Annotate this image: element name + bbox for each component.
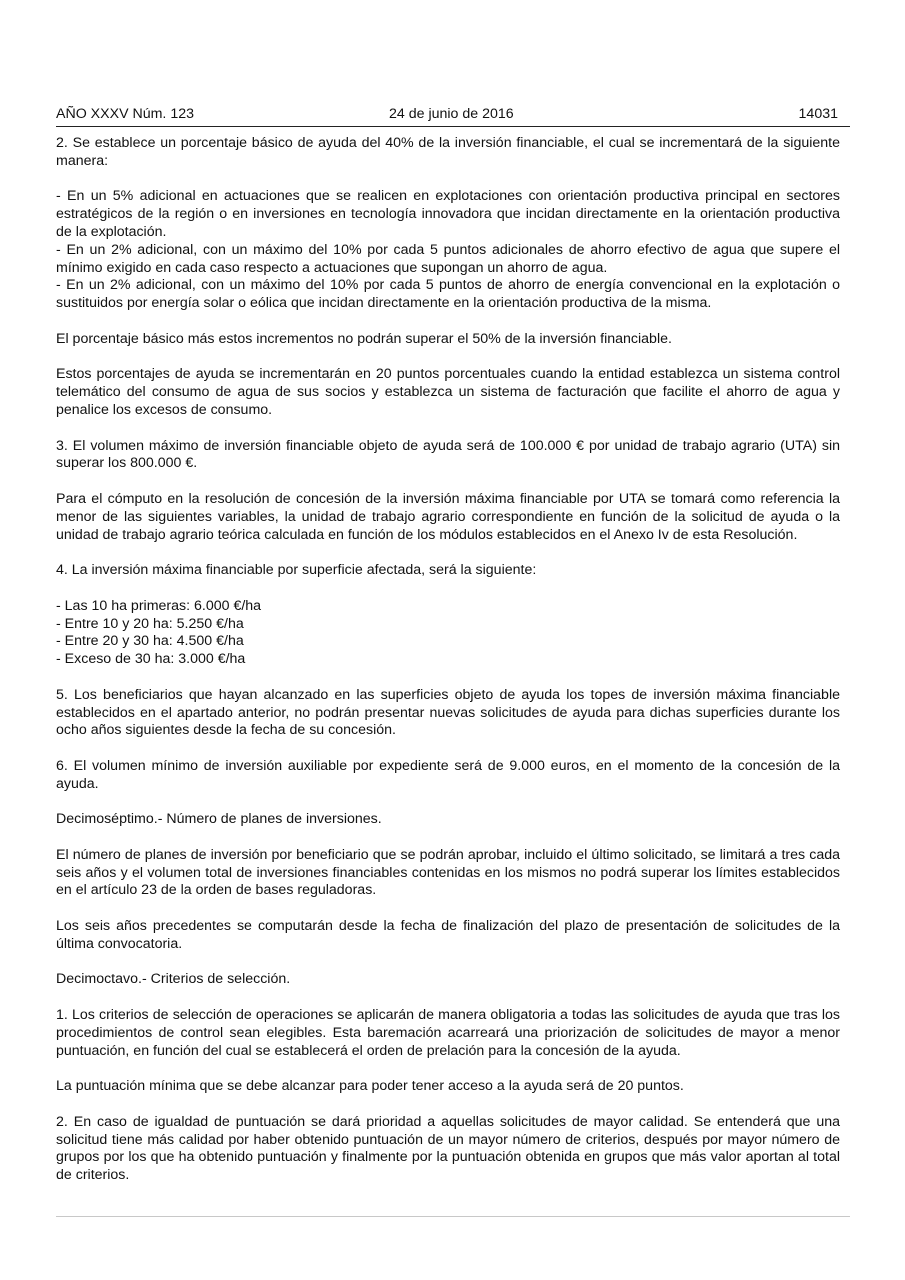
list-item-surface-10-20: - Entre 10 y 20 ha: 5.250 €/ha — [56, 615, 244, 632]
paragraph-beneficiary-limits: 5. Los beneficiarios que hayan alcanzado en las superficies objeto de ayuda los topes de inversión máxima financiable establecidos en el apartado anterior, no podrán presentar nuevas solicitudes de ayuda para dichas superficies durante los ocho años siguientes desde la fecha de su concesión. — [56, 686, 840, 739]
section-heading-investment-plans: Decimoséptimo.- Número de planes de inversiones. — [56, 811, 382, 828]
section-heading-selection-criteria: Decimoctavo.- Criterios de selección. — [56, 971, 291, 988]
paragraph-uta-computation: Para el cómputo en la resolución de concesión de la inversión máxima financiable por UTA se tomará como referencia la menor de las siguientes variables, la unidad de trabajo agrario correspondiente en función de la solicitud de ayuda o la unidad de trabajo agrario teórica calculada en función de los módulos establecidos en el Anexo Iv de esta Resolución. — [56, 490, 840, 543]
list-item-surface-first-10: - Las 10 ha primeras: 6.000 €/ha — [56, 597, 262, 614]
list-item-surface-over-30: - Exceso de 30 ha: 3.000 €/ha — [56, 651, 246, 668]
document-page — [56, 104, 850, 1203]
list-item-aid-increase-water: - En un 2% adicional, con un máximo del 10% por cada 5 puntos adicionales de ahorro efectivo de agua que supere el mínimo exigido en cada caso respecto a actuaciones que supongan un ahorro de agua. — [56, 241, 840, 276]
footer-divider — [56, 1216, 850, 1217]
paragraph-max-investment-surface: 4. La inversión máxima financiable por superficie afectada, será la siguiente: — [56, 562, 537, 579]
paragraph-tie-breaking: 2. En caso de igualdad de puntuación se dará prioridad a aquellas solicitudes de mayor calidad. Se entenderá que una solicitud tiene más calidad por haber obtenido puntuación de un mayor número de criterios, después por mayor número de grupos por los que ha obtenido puntuación y finalmente por la puntuación obtenida en grupos que más valor aportan al total de criterios. — [56, 1113, 840, 1184]
list-item-aid-increase-energy: - En un 2% adicional, con un máximo del 10% por cada 5 puntos de ahorro de energía convencional en la explotación o sustituidos por energía solar o eólica que incidan directamente en la orientación productiva de la misma. — [56, 277, 840, 312]
paragraph-number-of-plans: El número de planes de inversión por beneficiario que se podrán aprobar, incluido el último solicitado, se limitará a tres cada seis años y el volumen total de inversiones financiables contenidas en los mismos no podrá superar los límites establecidos en el artículo 23 de la orden de bases reguladoras. — [56, 846, 840, 899]
issue-number: AÑO XXXV Núm. 123 — [56, 106, 194, 122]
page-header — [56, 104, 850, 127]
paragraph-selection-criteria: 1. Los criterios de selección de operaciones se aplicarán de manera obligatoria a todas las solicitudes de ayuda que tras los procedimientos de control sean elegibles. Esta baremación acarreará una priorización de solicitudes de mayor a menor puntuación, en función del cual se establecerá el orden de prelación para la concesión de la ayuda. — [56, 1007, 840, 1059]
paragraph-telematic-control: Estos porcentajes de ayuda se incrementarán en 20 puntos porcentuales cuando la entidad establezca un sistema control telemático del consumo de agua de sus socios y establezca un sistema de facturación que facilite el ahorro de agua y penalice los excesos de consumo. — [56, 366, 840, 418]
paragraph-min-score: La puntuación mínima que se debe alcanzar para poder tener acceso a la ayuda será de 20 puntos. — [56, 1078, 684, 1095]
paragraph-min-investment: 6. El volumen mínimo de inversión auxiliable por expediente será de 9.000 euros, en el momento de la concesión de la ayuda. — [56, 757, 840, 792]
document-body — [56, 135, 840, 1185]
paragraph-max-investment-uta: 3. El volumen máximo de inversión financiable objeto de ayuda será de 100.000 € por unidad de trabajo agrario (UTA) sin superar los 800.000 €. — [56, 437, 840, 472]
paragraph-max-percentage: El porcentaje básico más estos incrementos no podrán superar el 50% de la inversión financiable. — [56, 330, 672, 347]
publication-date: 24 de junio de 2016 — [389, 106, 514, 122]
list-item-aid-increase-5: - En un 5% adicional en actuaciones que se realicen en explotaciones con orientación productiva principal en sectores estratégicos de la región o en inversiones en tecnología innovadora que incidan directamente en la orientación productiva de la explotación. — [56, 188, 840, 240]
paragraph-six-years: Los seis años precedentes se computarán desde la fecha de finalización del plazo de presentación de solicitudes de la última convocatoria. — [56, 918, 840, 952]
paragraph-basic-aid: 2. Se establece un porcentaje básico de ayuda del 40% de la inversión financiable, el cual se incrementará de la siguiente manera: — [56, 135, 840, 169]
list-item-surface-20-30: - Entre 20 y 30 ha: 4.500 €/ha — [56, 633, 244, 650]
page-number: 14031 — [798, 106, 838, 122]
